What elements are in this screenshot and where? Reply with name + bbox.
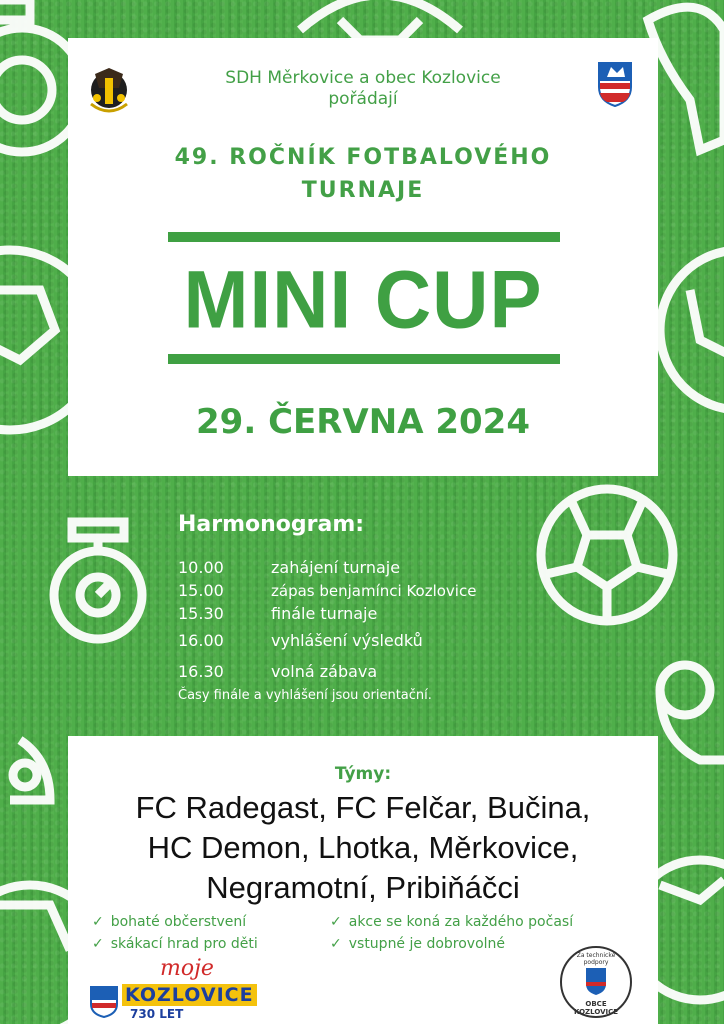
feature-item: ✓ skákací hrad pro děti <box>92 936 258 952</box>
event-date: 29. ČERVNA 2024 <box>196 402 530 442</box>
schedule-row: 16.30 volná zábava <box>178 662 378 681</box>
edition-heading: 49. ROČNÍK FOTBALOVÉHO TURNAJE <box>174 145 552 203</box>
stopwatch-icon-middle <box>54 522 142 639</box>
schedule-row: 15.00 zápas benjamínci Kozlovice <box>178 581 477 600</box>
whistle-icon <box>648 7 724 150</box>
check-icon: ✓ <box>330 936 342 952</box>
schedule-row: 10.00 zahájení turnaje <box>178 558 401 577</box>
event-title: MINI CUP <box>183 252 543 346</box>
feature-item: ✓ akce se koná za každého počasí <box>330 914 574 930</box>
support-stamp-logo: Za technické podpory OBCE KOZLOVICE <box>558 944 634 1020</box>
soccer-ball-icon <box>300 0 460 40</box>
teams-list: FC Radegast, FC Felčar, Bučina, HC Demon, Lhotka, Měrkovice, Negramotní, Pribiňáčci <box>135 790 591 905</box>
schedule-row: 16.00 vyhlášení výsledků <box>178 631 423 650</box>
teams-title: Týmy: <box>334 764 392 784</box>
whistle-icon-left <box>10 740 50 800</box>
feature-item: ✓ bohaté občerstvení <box>92 914 247 930</box>
schedule-list <box>178 556 476 683</box>
whistle-icon-right <box>660 665 724 760</box>
check-icon: ✓ <box>92 936 104 952</box>
feature-item: ✓ vstupné je dobrovolné <box>330 936 506 952</box>
organizer-text: SDH Měrkovice a obec Kozlovice pořádají <box>225 68 501 109</box>
check-icon: ✓ <box>92 914 104 930</box>
soccer-ball-icon-green-zone <box>541 489 673 621</box>
check-icon: ✓ <box>330 914 342 930</box>
kozlovice-shield-icon <box>90 986 118 1018</box>
soccer-ball-icon-right <box>660 250 724 410</box>
title-bar-bottom <box>168 354 560 364</box>
schedule-row: 15.30 finále turnaje <box>178 604 378 623</box>
header-panel <box>68 38 658 476</box>
schedule-title: Harmonogram: <box>178 512 365 537</box>
schedule-note: Časy finále a vyhlášení jsou orientační. <box>178 688 432 703</box>
teams-panel <box>68 736 658 1024</box>
moje-kozlovice-logo: moje KOZLOVICE 730 LET <box>90 960 280 1024</box>
